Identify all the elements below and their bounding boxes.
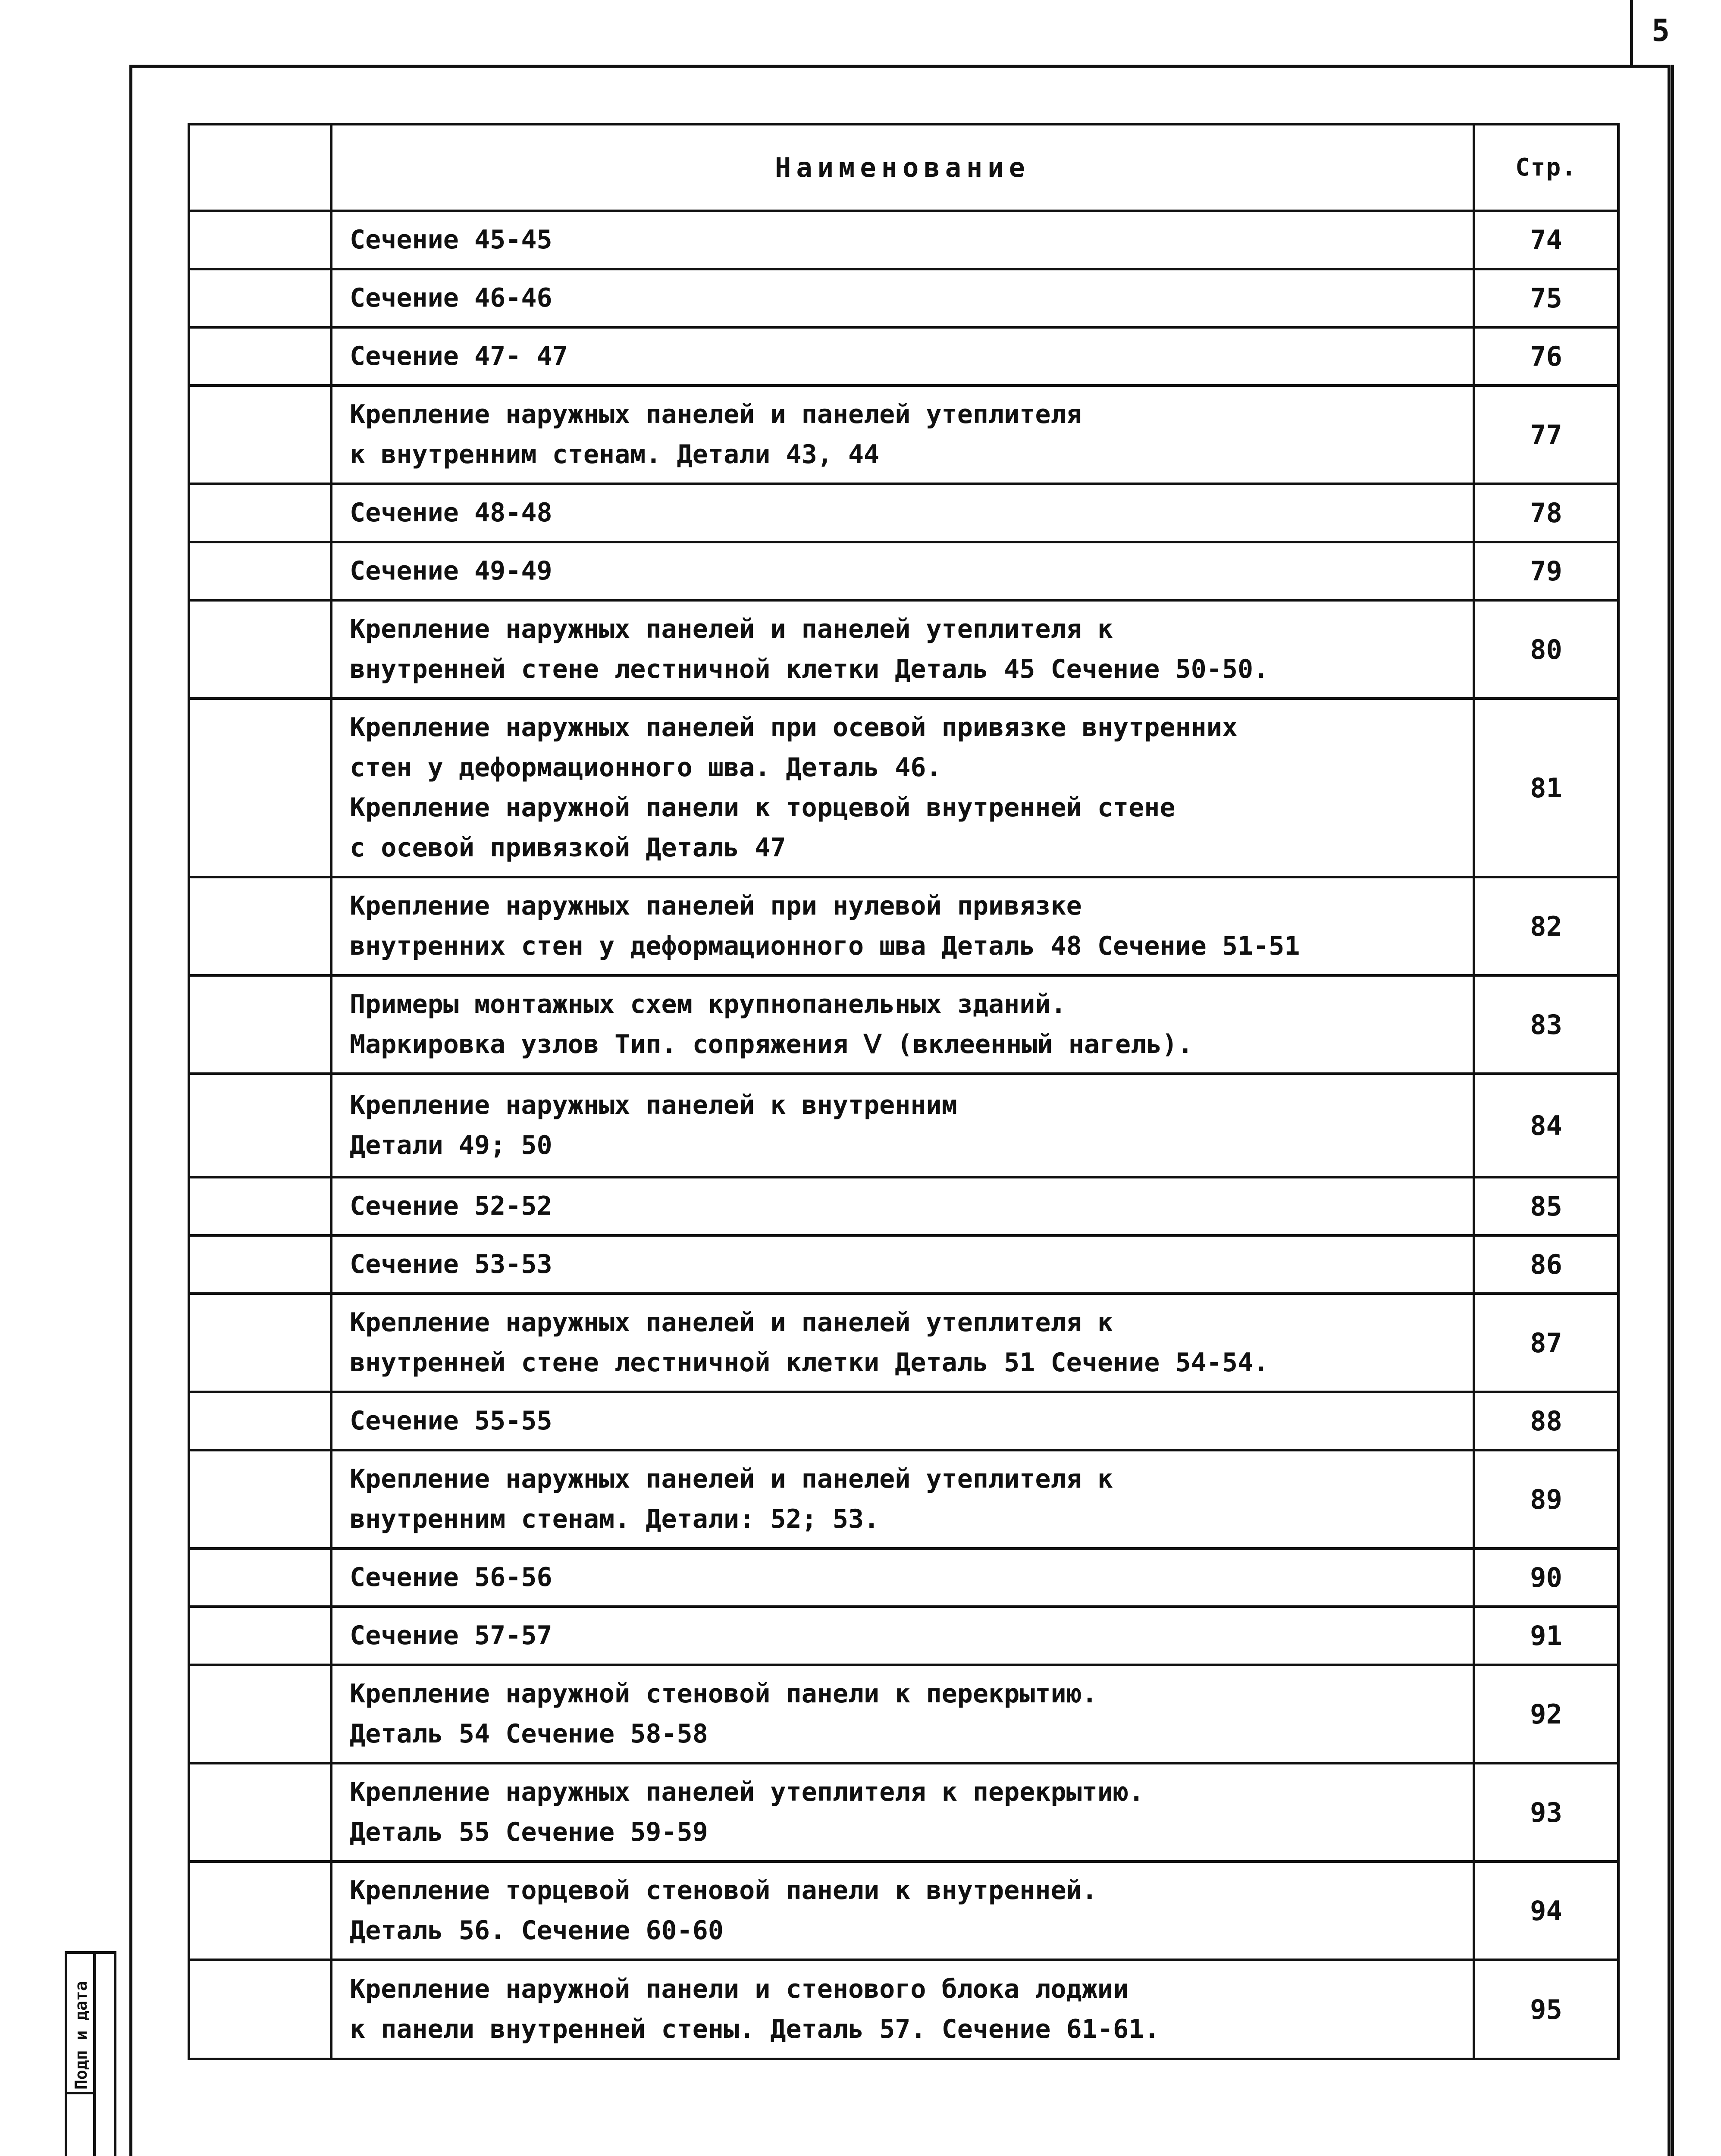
row-blank-cell [189,484,331,542]
row-title: Сечение 52-52 [331,1177,1474,1235]
row-title: Сечение 55-55 [331,1392,1474,1450]
row-blank-cell [189,1861,331,1960]
row-page-number: 80 [1474,600,1618,699]
row-page-number: 79 [1474,542,1618,600]
row-page-number: 74 [1474,211,1618,269]
sheet-number-box [1630,0,1633,65]
row-blank-cell [189,1392,331,1450]
table-row [189,1235,1618,1294]
row-title: Сечение 48-48 [331,484,1474,542]
row-title: Сечение 56-56 [331,1548,1474,1607]
row-blank-cell [189,269,331,327]
header-blank-cell [189,124,331,211]
frame-right-line [1671,65,1674,2156]
row-blank-cell [189,877,331,975]
header-page: Стр. [1474,124,1618,211]
table-row [189,1177,1618,1235]
inventory-stamp [65,1951,116,2156]
table-row [189,1450,1618,1548]
row-blank-cell [189,1548,331,1607]
table-row [189,1607,1618,1665]
row-page-number: 90 [1474,1548,1618,1607]
table-row [189,1294,1618,1392]
sheet-number: 5 [1652,13,1670,48]
row-title: Сечение 57-57 [331,1607,1474,1665]
table-row [189,1960,1618,2059]
row-blank-cell [189,211,331,269]
row-page-number: 82 [1474,877,1618,975]
stamp-sign-label: Подп и дата [72,1981,91,2090]
row-blank-cell [189,600,331,699]
table-row [189,975,1618,1074]
row-blank-cell [189,385,331,484]
row-page-number: 87 [1474,1294,1618,1392]
row-blank-cell [189,975,331,1074]
row-blank-cell [189,1607,331,1665]
row-page-number: 76 [1474,327,1618,385]
table-row [189,484,1618,542]
row-page-number: 85 [1474,1177,1618,1235]
row-title: Крепление наружных панелей при осевой привязке внутренних стен у деформационного шва. Деталь 46. Крепление наружной панели к торцевой внутренней стене с осевой привязкой Деталь 47 [331,699,1474,877]
row-title: Крепление наружных панелей и панелей утеплителя к внутренней стене лестничной клетки Деталь 45 Сечение 50-50. [331,600,1474,699]
table-row [189,542,1618,600]
row-blank-cell [189,1235,331,1294]
row-blank-cell [189,1960,331,2059]
table-row [189,211,1618,269]
row-page-number: 78 [1474,484,1618,542]
row-page-number: 77 [1474,385,1618,484]
row-title: Сечение 49-49 [331,542,1474,600]
row-page-number: 84 [1474,1074,1618,1177]
table-row [189,269,1618,327]
table-row [189,1665,1618,1763]
row-title: Крепление наружных панелей при нулевой привязке внутренних стен у деформационного шва Деталь 48 Сечение 51-51 [331,877,1474,975]
table-row [189,1548,1618,1607]
stamp-row-divider [67,2092,93,2094]
row-page-number: 88 [1474,1392,1618,1450]
row-page-number: 92 [1474,1665,1618,1763]
row-blank-cell [189,542,331,600]
table-row [189,327,1618,385]
row-title: Сечение 47- 47 [331,327,1474,385]
header-name: Наименование [331,124,1474,211]
row-blank-cell [189,1074,331,1177]
row-title: Крепление торцевой стеновой панели к внутренней. Деталь 56. Сечение 60-60 [331,1861,1474,1960]
table-row [189,600,1618,699]
table-row [189,1763,1618,1861]
row-blank-cell [189,1294,331,1392]
table-row [189,1074,1618,1177]
row-title: Сечение 46-46 [331,269,1474,327]
contents-table [188,123,1620,2060]
row-page-number: 81 [1474,699,1618,877]
row-page-number: 86 [1474,1235,1618,1294]
row-blank-cell [189,327,331,385]
row-title: Сечение 53-53 [331,1235,1474,1294]
row-title: Примеры монтажных схем крупнопанельных зданий. Маркировка узлов Тип. сопряжения Ⅴ (вклеенный нагель). [331,975,1474,1074]
table-body [189,211,1618,2059]
row-page-number: 83 [1474,975,1618,1074]
row-title: Крепление наружных панелей к внутренним Детали 49; 50 [331,1074,1474,1177]
table-header-row [189,124,1618,211]
table-row [189,699,1618,877]
row-blank-cell [189,1763,331,1861]
table-row [189,1392,1618,1450]
row-page-number: 89 [1474,1450,1618,1548]
row-title: Крепление наружной панели и стенового блока лоджии к панели внутренней стены. Деталь 57. Сечение 61-61. [331,1960,1474,2059]
table-row [189,385,1618,484]
row-title: Крепление наружных панелей и панелей утеплителя к внутренним стенам. Детали: 52; 53. [331,1450,1474,1548]
row-blank-cell [189,1665,331,1763]
row-title: Крепление наружной стеновой панели к перекрытию. Деталь 54 Сечение 58-58 [331,1665,1474,1763]
row-page-number: 94 [1474,1861,1618,1960]
row-title: Крепление наружных панелей и панелей утеплителя к внутренним стенам. Детали 43, 44 [331,385,1474,484]
stamp-divider [93,1954,96,2156]
row-blank-cell [189,699,331,877]
table-row [189,877,1618,975]
row-blank-cell [189,1177,331,1235]
row-title: Сечение 45-45 [331,211,1474,269]
row-page-number: 91 [1474,1607,1618,1665]
row-title: Крепление наружных панелей и панелей утеплителя к внутренней стене лестничной клетки Деталь 51 Сечение 54-54. [331,1294,1474,1392]
row-blank-cell [189,1450,331,1548]
row-page-number: 95 [1474,1960,1618,2059]
row-title: Крепление наружных панелей утеплителя к перекрытию. Деталь 55 Сечение 59-59 [331,1763,1474,1861]
table-row [189,1861,1618,1960]
row-page-number: 93 [1474,1763,1618,1861]
row-page-number: 75 [1474,269,1618,327]
